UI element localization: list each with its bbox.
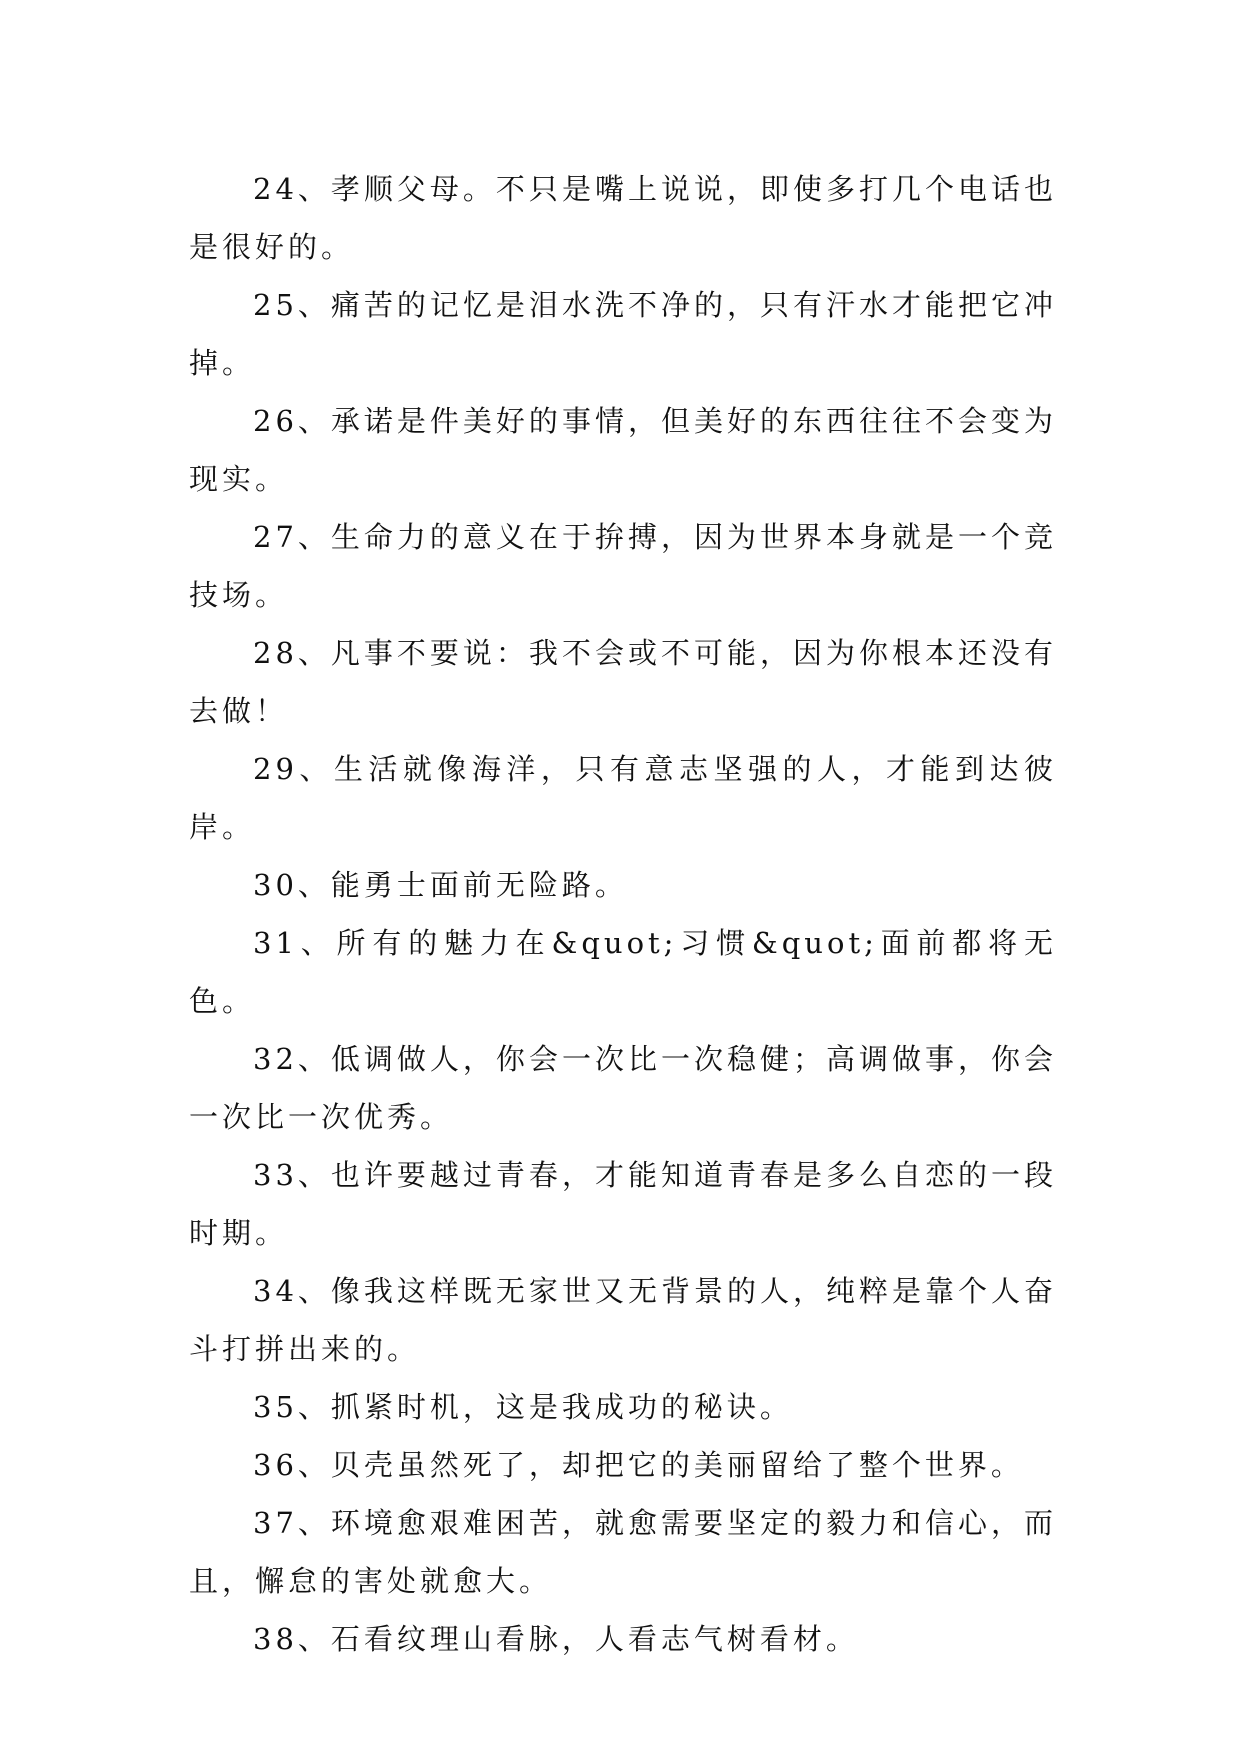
paragraph-38: 38、石看纹理山看脉，人看志气树看材。 xyxy=(253,1622,859,1656)
document-body xyxy=(189,160,1057,1668)
paragraph-30: 30、能勇士面前无险路。 xyxy=(253,868,628,902)
paragraph-27: 27、生命力的意义在于拚搏，因为世界本身就是一个竞技场。 xyxy=(189,520,1057,612)
paragraph-34: 34、像我这样既无家世又无背景的人，纯粹是靠个人奋斗打拼出来的。 xyxy=(189,1274,1057,1366)
paragraph-36: 36、贝壳虽然死了，却把它的美丽留给了整个世界。 xyxy=(253,1448,1024,1482)
paragraph-32: 32、低调做人，你会一次比一次稳健；高调做事，你会一次比一次优秀。 xyxy=(189,1042,1057,1134)
paragraph-26: 26、承诺是件美好的事情，但美好的东西往往不会变为现实。 xyxy=(189,404,1057,496)
paragraph-37: 37、环境愈艰难困苦，就愈需要坚定的毅力和信心，而且，懈怠的害处就愈大。 xyxy=(189,1506,1057,1598)
paragraph-25: 25、痛苦的记忆是泪水洗不净的，只有汗水才能把它冲掉。 xyxy=(189,288,1057,380)
paragraph-29: 29、生活就像海洋，只有意志坚强的人，才能到达彼岸。 xyxy=(189,752,1057,844)
paragraph-24: 24、孝顺父母。不只是嘴上说说，即使多打几个电话也是很好的。 xyxy=(189,172,1057,264)
paragraph-28: 28、凡事不要说：我不会或不可能，因为你根本还没有去做！ xyxy=(189,636,1057,728)
paragraph-35: 35、抓紧时机，这是我成功的秘诀。 xyxy=(253,1390,793,1424)
paragraph-33: 33、也许要越过青春，才能知道青春是多么自恋的一段时期。 xyxy=(189,1158,1057,1250)
paragraph-31: 31、所有的魅力在&quot;习惯&quot;面前都将无色。 xyxy=(189,926,1057,1018)
